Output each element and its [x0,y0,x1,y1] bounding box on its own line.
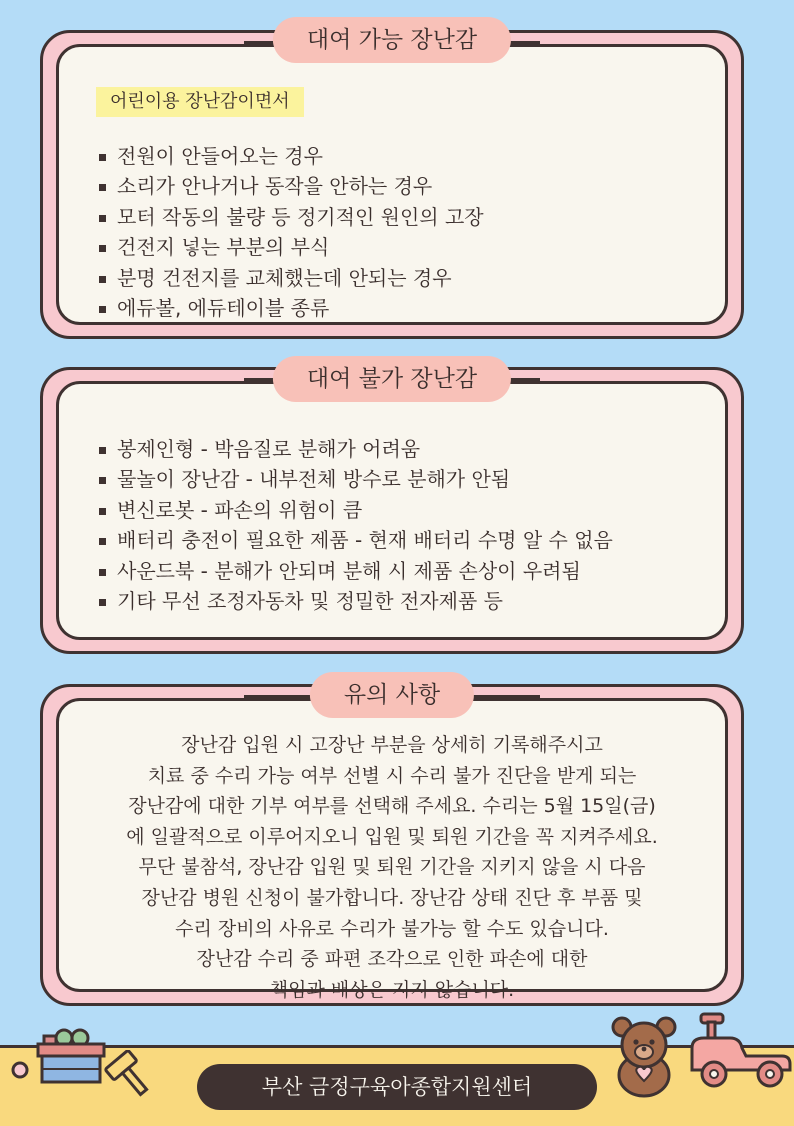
list-item: 분명 건전지를 교체했는데 안되는 경우 [99,263,484,293]
list-item: 전원이 안들어오는 경우 [99,141,484,171]
list-item: 에듀볼, 에듀테이블 종류 [99,293,484,323]
unavailable-toys-panel [40,367,744,654]
list-item: 물놀이 장난감 - 내부전체 방수로 분해가 안됨 [99,464,613,494]
notice-line: 장난감 병원 신청이 불가합니다. 장난감 상태 진단 후 부품 및 [141,886,643,909]
notice-line: 에 일괄적으로 이루어지오니 입원 및 퇴원 기간을 꼭 지켜주세요. [126,825,658,848]
available-toys-panel [40,27,744,339]
list-item: 변신로봇 - 파손의 위험이 큼 [99,495,613,525]
available-toys-highlight: 어린이용 장난감이면서 [96,87,304,117]
notice-line: 장난감 입원 시 고장난 부분을 상세히 기록해주시고 [181,734,603,756]
notice-panel [40,684,744,1006]
notice-line: 장난감에 대한 기부 여부를 선택해 주세요. 수리는 5월 15일(금) [128,795,656,818]
teddy-bear-icon [606,1015,682,1099]
unavailable-toys-title: 대여 불가 장난감 [273,356,511,402]
footer-organization: 부산 금정구육아종합지원센터 [197,1064,597,1110]
toy-hammer-icon [100,1050,156,1100]
notice-panel-inner [56,698,728,1001]
list-item: 기타 무선 조정자동차 및 정밀한 전자제품 등 [99,586,613,616]
notice-text [59,730,725,1005]
notice-line: 장난감 수리 중 파편 조각으로 인한 파손에 대한 [196,948,588,971]
toy-drum-icon [8,1022,108,1092]
unavailable-toys-panel-inner [56,381,728,640]
list-item: 모터 작동의 불량 등 정기적인 원인의 고장 [99,202,484,232]
notice-title: 유의 사항 [310,672,474,718]
toy-car-icon [686,1012,792,1090]
notice-line: 치료 중 수리 가능 여부 선별 시 수리 불가 진단을 받게 되는 [147,764,637,787]
list-item: 배터리 충전이 필요한 제품 - 현재 배터리 수명 알 수 없음 [99,525,613,555]
available-toys-panel-inner [56,44,728,325]
notice-line: 수리 장비의 사유로 수리가 불가능 할 수도 있습니다. [175,917,609,940]
list-item: 소리가 안나거나 동작을 안하는 경우 [99,171,484,201]
list-item: 건전지 넣는 부분의 부식 [99,232,484,262]
unavailable-toys-list [99,434,613,616]
list-item: 사운드북 - 분해가 안되며 분해 시 제품 손상이 우려됨 [99,556,613,586]
available-toys-list [99,141,484,323]
list-item: 봉제인형 - 박음질로 분해가 어려움 [99,434,613,464]
notice-line: 책임과 배상은 지지 않습니다. [269,978,515,1001]
notice-line: 무단 불참석, 장난감 입원 및 퇴원 기간을 지키지 않을 시 다음 [138,856,646,879]
available-toys-title: 대여 가능 장난감 [273,17,511,63]
